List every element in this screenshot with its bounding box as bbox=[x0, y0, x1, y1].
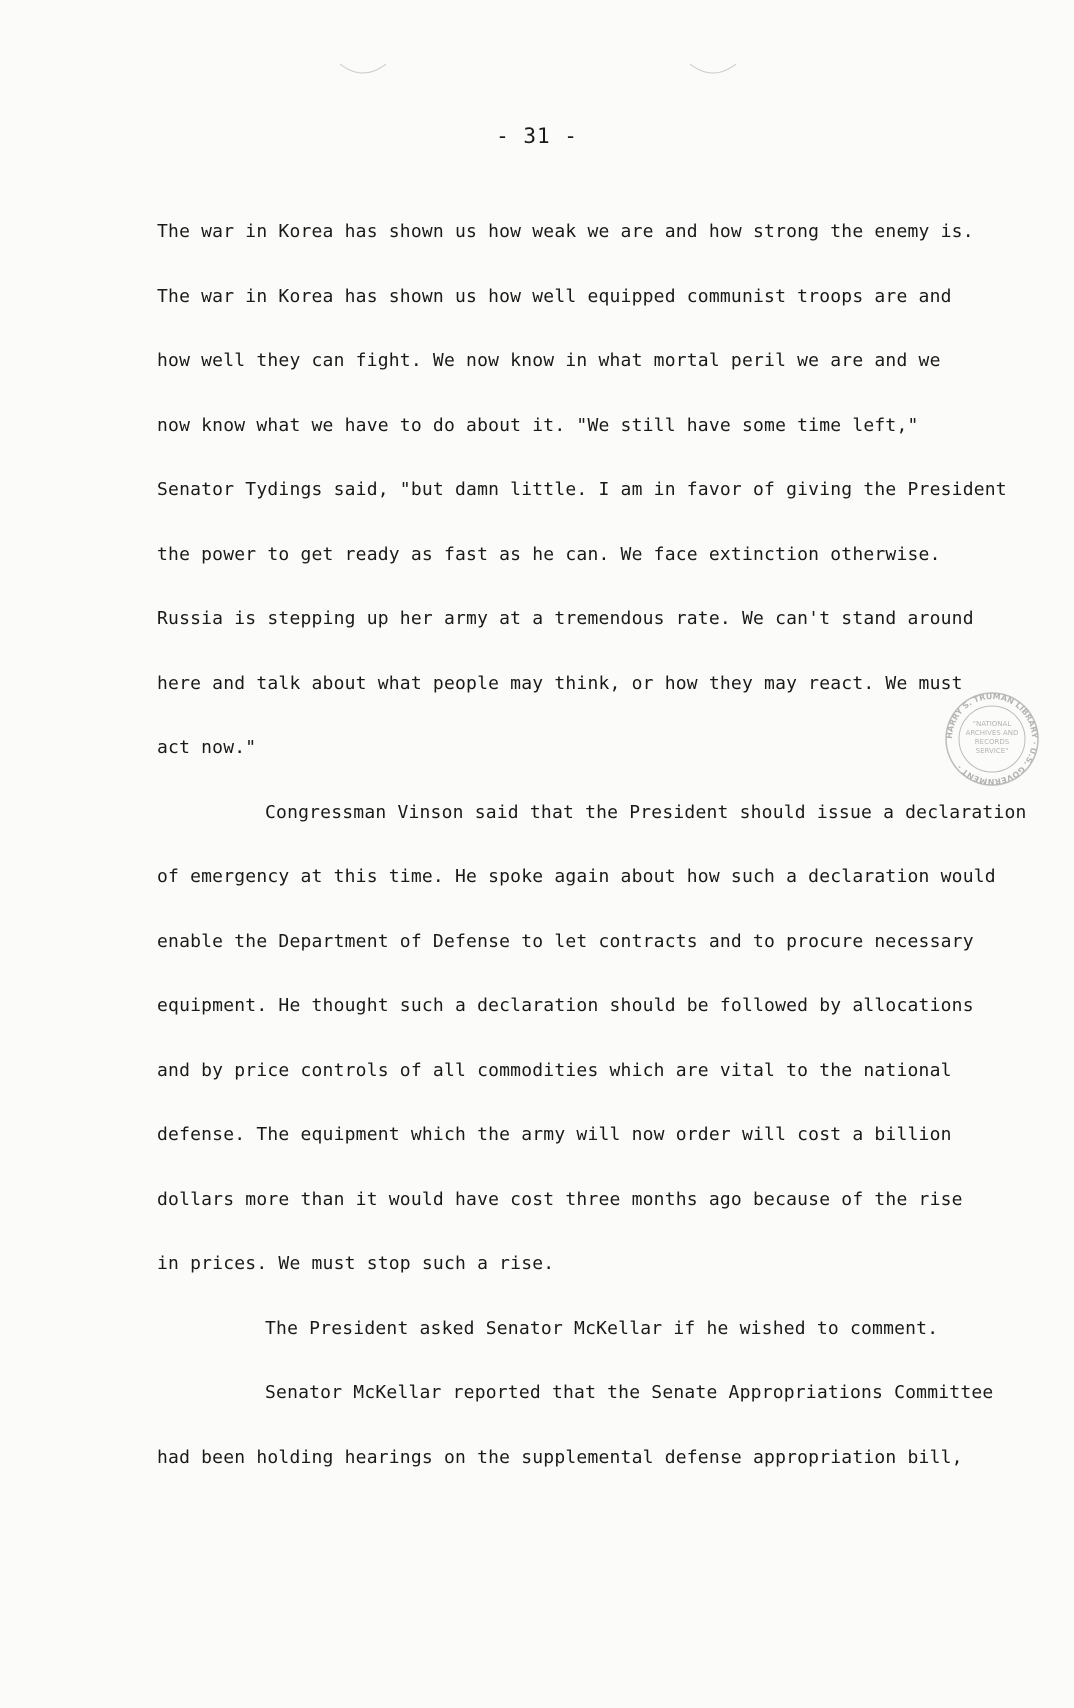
text-line: the power to get ready as fast as he can. We face extinction otherwise. bbox=[157, 543, 941, 565]
page-number: - 31 - bbox=[496, 124, 578, 148]
text-line: Russia is stepping up her army at a tremendous rate. We can't stand around bbox=[157, 608, 974, 629]
text-line: defense. The equipment which the army will now order will cost a billion bbox=[157, 1124, 952, 1145]
text-line: The war in Korea has shown us how weak we are and how strong the enemy is. bbox=[157, 221, 974, 242]
archive-stamp-seal bbox=[933, 690, 1051, 788]
stamp-center-text: SERVICE" bbox=[975, 747, 1009, 755]
text-line: act now." bbox=[157, 737, 257, 758]
text-line: in prices. We must stop such a rise. bbox=[157, 1253, 555, 1274]
text-line: here and talk about what people may think, or how they may react. We must bbox=[157, 672, 963, 694]
stamp-ring-text: HARRY S. TRUMAN LIBRARY · U.S. GOVERNMENT · bbox=[944, 691, 1040, 787]
text-line: and by price controls of all commodities which are vital to the national bbox=[157, 1059, 952, 1081]
text-line: The war in Korea has shown us how well equipped communist troops are and bbox=[157, 285, 952, 307]
text-line: dollars more than it would have cost three months ago because of the rise bbox=[157, 1188, 963, 1210]
text-line: Senator Tydings said, "but damn little. I am in favor of giving the President bbox=[157, 479, 1007, 500]
text-line: now know what we have to do about it. "We still have some time left," bbox=[157, 414, 919, 436]
stamp-center-text: RECORDS bbox=[974, 738, 1010, 746]
text-line: had been holding hearings on the supplemental defense appropriation bill, bbox=[157, 1446, 963, 1468]
text-line: how well they can fight. We now know in what mortal peril we are and we bbox=[157, 350, 941, 371]
document-body bbox=[157, 200, 1027, 1490]
text-line: enable the Department of Defense to let contracts and to procure necessary bbox=[157, 930, 974, 952]
archive-stamp bbox=[933, 690, 1051, 788]
text-line: The President asked Senator McKellar if he wished to comment. bbox=[265, 1317, 939, 1339]
text-line: Congressman Vinson said that the President should issue a declaration bbox=[265, 801, 1027, 823]
stamp-center-text: ARCHIVES AND bbox=[965, 729, 1019, 737]
fold-mark-right bbox=[688, 60, 738, 80]
text-line: of emergency at this time. He spoke again about how such a declaration would bbox=[157, 866, 996, 887]
text-line: Senator McKellar reported that the Senate Appropriations Committee bbox=[265, 1382, 994, 1403]
text-line: equipment. He thought such a declaration should be followed by allocations bbox=[157, 995, 974, 1016]
stamp-center-text: "NATIONAL bbox=[972, 720, 1012, 728]
fold-mark-left bbox=[338, 60, 388, 80]
